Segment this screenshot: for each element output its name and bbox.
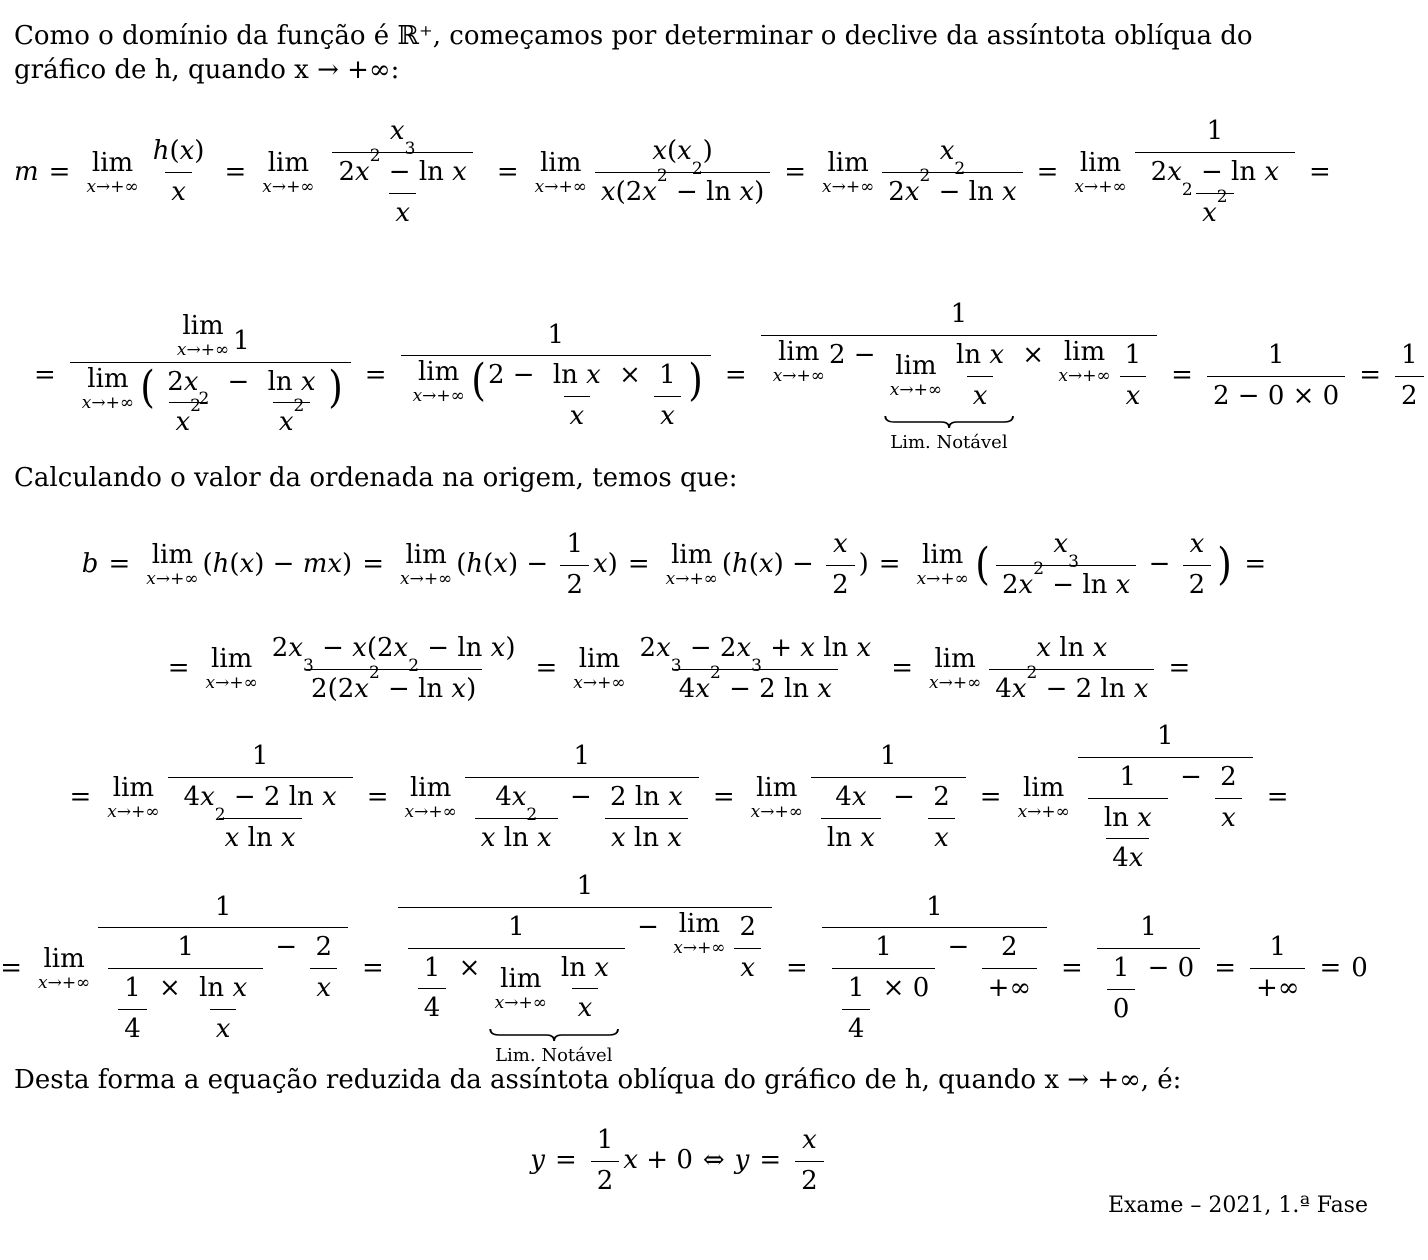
intro-paragraph: Como o domínio da função é ℝ⁺, começamos por determinar o declive da assíntota oblíqua do gráfico de h, quando x → +∞: xyxy=(14,21,1253,85)
limit-operator: lim x→+∞ xyxy=(534,147,587,197)
equation-b-line-4: = lim x→+∞ 1 1 $\frac{1}{4}$ × ln x x − $\frac{2}{x}$ = 1 1 $\frac{1}{4}$ × lim x→+∞ ln x x Lim. Notável − lim x→+∞ $\frac{2}{x}$ = 1 1 $\frac{1}{4}$ × 0 − $\frac{2}{+\infty}$ = 1 $\frac{1}{0}$ − 0 = $\frac{1}{+\infty}$ = 0 xyxy=(0,871,1368,1067)
limit-operator: lim x→+∞ xyxy=(262,147,315,197)
equation-b-line-1: b = lim x→+∞ ( h ( x ) − mx ) = lim x→+∞ ( h ( x ) − $\frac{1}{2}$ x ) = lim x→+∞ ( h ( x ) − $\frac{x}{2}$ ) = lim x→+∞ ( x 3 2 x 2 − ln x − $\frac{x}{2}$ ) = xyxy=(14,528,1344,603)
notable-limit-brace: lim x→+∞ ln x x Lim. Notável xyxy=(489,952,619,1068)
limit-operator: lim x→+∞ xyxy=(86,147,139,197)
notable-limit-brace: lim x→+∞ ln x x Lim. Notável xyxy=(884,339,1014,455)
equation-m-line-2: = lim x→+∞ 1 lim x→+∞ ( 2 x 2 x 2 − ln x x 2 ) = 1 lim x→+∞ ( 2 − ln x x × $\frac{1}{x}$ ) = 1 lim x→+∞ 2 − lim x→+∞ ln x x Lim. Notável × lim x→+∞ $\frac{1}{x}$ = $\frac{1}{2 - 0 \times 0}$ = $\frac{1}{2}$ xyxy=(24,298,1428,455)
limit-operator: lim x→+∞ xyxy=(1074,147,1127,197)
conclusion-paragraph: Desta forma a equação reduzida da assíntota oblíqua do gráfico de h, quando x → +∞, é: xyxy=(14,1065,1182,1095)
ordenada-paragraph: Calculando o valor da ordenada na origem, temos que: xyxy=(14,463,738,493)
equation-m-line-1: m = lim x→+∞ h ( x ) x = lim x→+∞ x 3 2 x 2 − ln x x = lim x→+∞ x ( x 2 ) x (2 x 2 − ln x ) = lim x→+∞ x 2 2 x 2 − ln x = lim x→+∞ 1 2 x 2 − ln x x 2 = xyxy=(14,115,1341,230)
source-footer: Exame – 2021, 1.ª Fase xyxy=(1107,1193,1368,1218)
equation-b-line-2: = lim x→+∞ 2 x 3 − x (2 x 2 − ln x ) 2(2 x 2 − ln x ) = lim x→+∞ 2 x 3 − 2 x 3 + x ln x 4 x 2 − 2 ln x = lim x→+∞ x ln x 4 x 2 − 2 ln x = xyxy=(14,632,1344,707)
limit-operator: lim x→+∞ xyxy=(822,147,875,197)
equation-final: y = $\frac{1}{2}$ x + 0 ⇔ y = $\frac{x}{2}$ xyxy=(14,1124,1344,1199)
equation-b-line-3: = lim x→+∞ 1 4 x 2 − 2 ln x x ln x = lim x→+∞ 1 4 x 2 x ln x − 2 ln x x ln x = lim x→+∞ 1 4 x ln x − $\frac{2}{x}$ = lim x→+∞ 1 1 ln x 4 x − $\frac{2}{x}$ = xyxy=(14,720,1344,876)
